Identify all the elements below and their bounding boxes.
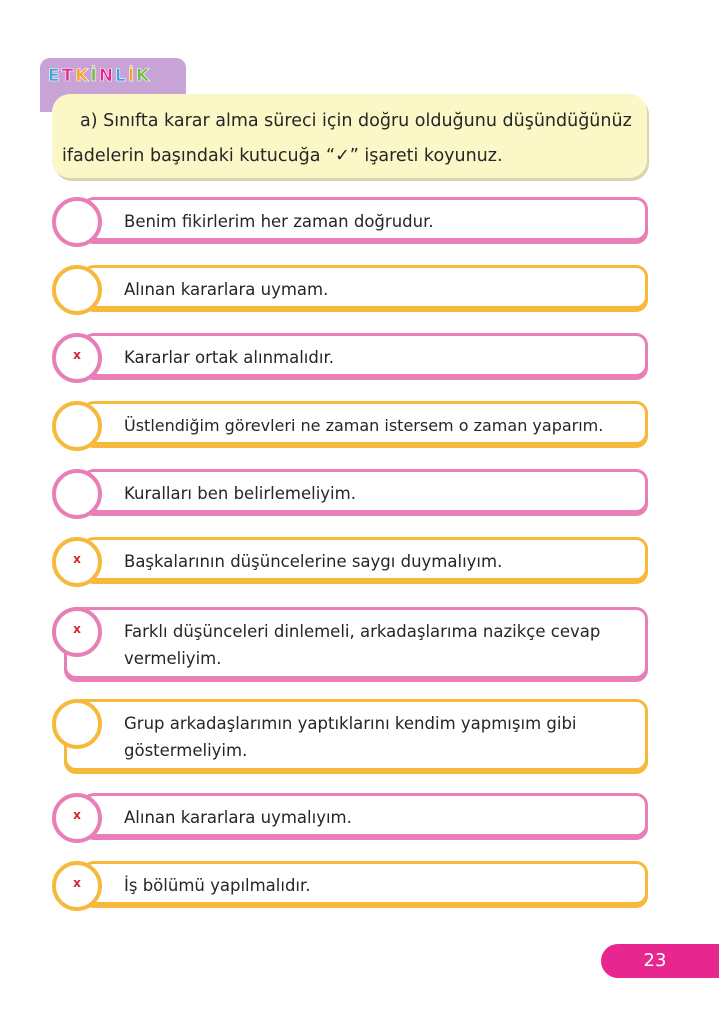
check-mark: x [73, 622, 81, 636]
checkbox-circle[interactable] [52, 197, 102, 247]
statement-text: Farklı düşünceleri dinlemeli, arkadaşlarıma nazikçe cevap vermeliyim. [124, 622, 601, 668]
heading-letter: K [136, 66, 152, 86]
statement-row-2 [52, 265, 648, 309]
checkbox-circle[interactable] [52, 469, 102, 519]
heading-letter: L [114, 66, 128, 86]
instruction-line-2: ifadelerin başındaki kutucuğa “✓” işareti koyunuz. [62, 146, 503, 166]
heading-title [48, 66, 151, 86]
statement-row-7 [52, 607, 648, 679]
statement-text: Grup arkadaşlarımın yaptıklarını kendim yapmışım gibi göstermeliyim. [124, 714, 577, 760]
checkbox-circle[interactable] [52, 793, 102, 843]
check-mark: x [73, 552, 81, 566]
checkbox-circle[interactable] [52, 699, 102, 749]
statement-row-9 [52, 793, 648, 837]
statement-row-3 [52, 333, 648, 377]
statement-text: Alınan kararlara uymalıyım. [124, 808, 352, 827]
statement-text: Benim fikirlerim her zaman doğrudur. [124, 212, 434, 231]
statement-row-10 [52, 861, 648, 905]
statement-text: Başkalarının düşüncelerine saygı duymalıyım. [124, 552, 503, 571]
instruction-text [62, 104, 642, 174]
statement-row-5 [52, 469, 648, 513]
heading-letter: N [98, 66, 115, 86]
heading-letter: E [48, 66, 62, 86]
statement-text: Üstlendiğim görevleri ne zaman istersem o zaman yaparım. [124, 416, 604, 435]
page-number: 23 [601, 944, 719, 978]
check-mark: x [73, 348, 81, 362]
instruction-line-1: a) Sınıfta karar alma süreci için doğru olduğunu düşündüğünüz [80, 111, 632, 131]
statement-text: Alınan kararlara uymam. [124, 280, 329, 299]
statement-text: Kararlar ortak alınmalıdır. [124, 348, 334, 367]
heading-letter: İ [127, 66, 137, 86]
checkbox-circle[interactable] [52, 333, 102, 383]
statement-text: Kuralları ben belirlemeliyim. [124, 484, 356, 503]
checkbox-circle[interactable] [52, 401, 102, 451]
statement-row-8 [52, 699, 648, 771]
instruction-box [52, 94, 647, 178]
statement-row-6 [52, 537, 648, 581]
statement-row-4 [52, 401, 648, 445]
heading-letter: T [61, 66, 76, 86]
checkbox-circle[interactable] [52, 607, 102, 657]
heading-letter: K [75, 66, 91, 86]
statement-text: İş bölümü yapılmalıdır. [124, 876, 311, 895]
checkbox-circle[interactable] [52, 537, 102, 587]
check-mark: x [73, 808, 81, 822]
checkbox-circle[interactable] [52, 265, 102, 315]
statement-row-1 [52, 197, 648, 241]
check-mark: x [73, 876, 81, 890]
heading-letter: İ [90, 66, 99, 86]
checkbox-circle[interactable] [52, 861, 102, 911]
